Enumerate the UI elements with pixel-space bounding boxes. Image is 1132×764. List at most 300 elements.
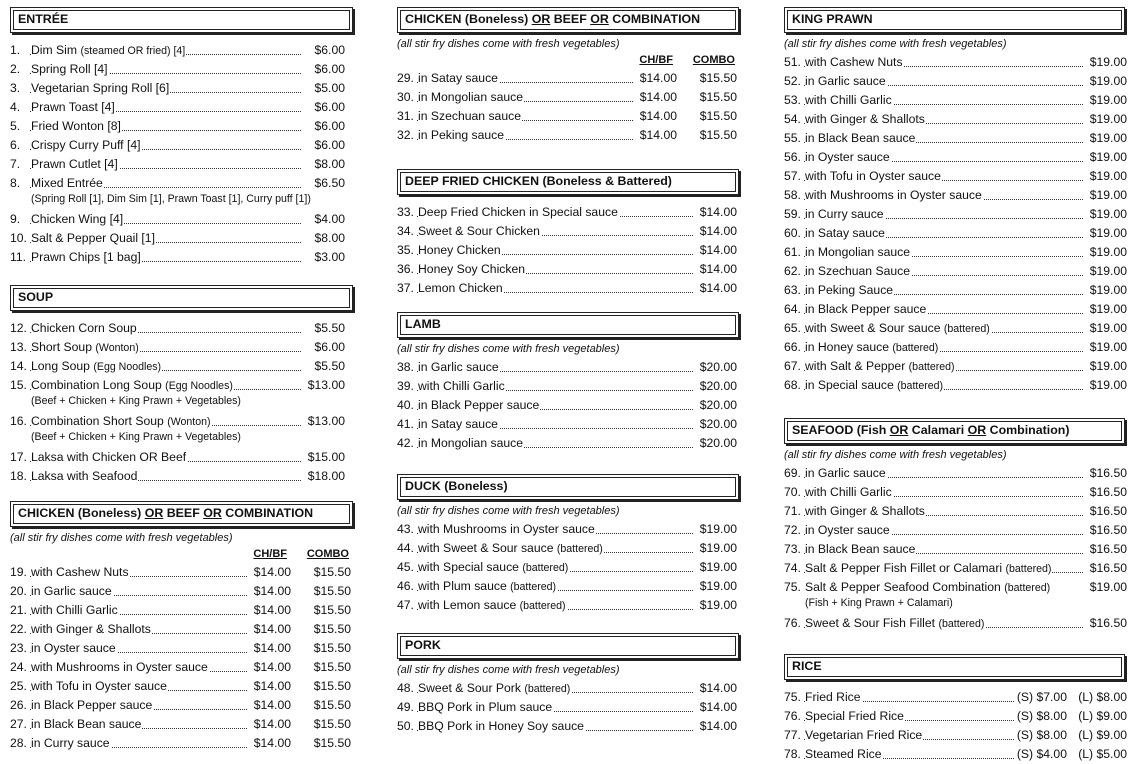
item-price: $6.00 xyxy=(315,338,346,357)
item-name xyxy=(31,250,142,264)
section-note: (all stir fry dishes come with fresh vegetables) xyxy=(397,343,620,355)
menu-section xyxy=(10,285,355,486)
item-name-text: in Curry sauce xyxy=(805,207,884,221)
item-name xyxy=(805,580,1051,594)
item-name xyxy=(805,321,991,335)
chbf-header: CH/BF xyxy=(639,54,673,66)
price-chbf: $14.00 xyxy=(254,620,291,639)
item-number: 74. xyxy=(784,561,801,575)
item-price: $19.00 xyxy=(1090,578,1127,597)
item-price: $19.00 xyxy=(1090,110,1127,129)
chbf-header: CH/BF xyxy=(253,548,287,560)
menu-item xyxy=(10,582,355,601)
item-name xyxy=(418,579,557,593)
item-price: $20.00 xyxy=(700,434,737,453)
item-name-text: in Black Bean sauce xyxy=(805,542,916,556)
item-number: 38. xyxy=(397,360,414,374)
item-number: 15. xyxy=(10,378,27,392)
item-name-text: with Lemon sauce xyxy=(418,598,520,612)
section-header xyxy=(397,474,739,500)
item-name-text: in Mongolian sauce xyxy=(418,90,524,104)
item-price: $19.00 xyxy=(700,558,737,577)
item-name xyxy=(418,398,540,412)
item-name xyxy=(31,603,119,617)
item-name-text: in Honey sauce xyxy=(805,340,893,354)
item-detail: (battered) xyxy=(510,581,557,593)
item-number: 76. xyxy=(784,616,801,630)
menu-item xyxy=(10,734,355,753)
item-number: 3. xyxy=(10,81,21,95)
item-price: $19.00 xyxy=(700,596,737,615)
item-price: $8.00 xyxy=(315,155,346,174)
item-name xyxy=(31,359,162,373)
section-title: SOUP xyxy=(18,290,54,304)
item-name-text: in Black Pepper sauce xyxy=(418,398,540,412)
item-number: 1. xyxy=(10,43,21,57)
item-name xyxy=(31,176,104,190)
menu-item xyxy=(397,279,741,298)
item-name-text: in Garlic sauce xyxy=(418,360,499,374)
menu-item xyxy=(397,434,741,453)
price-combo: $15.50 xyxy=(700,69,737,88)
item-name xyxy=(31,641,117,655)
menu-item xyxy=(397,717,741,736)
item-price: $19.00 xyxy=(1090,186,1127,205)
item-price: $14.00 xyxy=(700,698,737,717)
price-combo: $15.50 xyxy=(314,563,351,582)
item-name xyxy=(418,128,505,142)
item-name xyxy=(805,207,885,221)
price-large: (L) $8.00 xyxy=(1078,688,1127,707)
item-number: 34. xyxy=(397,224,414,238)
menu-section xyxy=(397,169,741,298)
section-title: LAMB xyxy=(405,317,441,331)
menu-item xyxy=(784,300,1127,319)
item-number: 58. xyxy=(784,188,801,202)
price-small: (S) $7.00 xyxy=(1017,688,1067,707)
item-name-text: in Satay sauce xyxy=(418,417,498,431)
item-name xyxy=(805,226,886,240)
item-price: $15.00 xyxy=(308,448,345,467)
section-note: (all stir fry dishes come with fresh vegetables) xyxy=(10,532,233,544)
item-number: 24. xyxy=(10,660,27,674)
item-number: 6. xyxy=(10,138,21,152)
menu-item xyxy=(784,540,1127,559)
item-detail: (steamed OR fried) [4] xyxy=(80,45,186,57)
item-name-text: BBQ Pork in Honey Soy sauce xyxy=(418,719,584,733)
price-chbf: $14.00 xyxy=(640,126,677,145)
item-name xyxy=(805,150,891,164)
menu-item xyxy=(784,72,1127,91)
item-name xyxy=(805,302,927,316)
item-name-text: Crispy Curry Puff [4] xyxy=(31,138,141,152)
item-number: 55. xyxy=(784,131,801,145)
menu-item xyxy=(784,745,1127,764)
item-name-text: Long Soup xyxy=(31,359,94,373)
item-number: 46. xyxy=(397,579,414,593)
item-price: $14.00 xyxy=(700,222,737,241)
item-number: 63. xyxy=(784,283,801,297)
item-number: 60. xyxy=(784,226,801,240)
item-number: 75. xyxy=(784,580,801,594)
price-chbf: $14.00 xyxy=(254,677,291,696)
item-name-text: with Salt & Pepper xyxy=(805,359,909,373)
item-name xyxy=(805,131,916,145)
item-number: 7. xyxy=(10,157,21,171)
item-price: $14.00 xyxy=(700,279,737,298)
menu-item xyxy=(10,620,355,639)
item-price: $6.00 xyxy=(315,60,346,79)
item-number: 37. xyxy=(397,281,414,295)
item-name xyxy=(805,690,862,704)
item-name-text: Sweet & Sour Chicken xyxy=(418,224,540,238)
item-price: $5.00 xyxy=(315,79,346,98)
item-number: 64. xyxy=(784,302,801,316)
item-number: 22. xyxy=(10,622,27,636)
item-number: 40. xyxy=(397,398,414,412)
item-number: 39. xyxy=(397,379,414,393)
menu-item xyxy=(10,174,355,210)
item-name-text: Sweet & Sour Pork xyxy=(418,681,525,695)
item-name xyxy=(31,622,152,636)
item-price: $19.00 xyxy=(1090,281,1127,300)
item-price: $16.50 xyxy=(1090,521,1127,540)
item-name-text: with Mushrooms in Oyster sauce xyxy=(31,660,208,674)
item-price: $19.00 xyxy=(1090,243,1127,262)
item-name xyxy=(418,243,502,257)
menu-item xyxy=(10,338,355,357)
menu-item xyxy=(784,483,1127,502)
item-name xyxy=(805,169,942,183)
item-name xyxy=(805,93,893,107)
item-number: 13. xyxy=(10,340,27,354)
item-number: 68. xyxy=(784,378,801,392)
menu-section xyxy=(397,474,741,615)
item-name xyxy=(31,679,168,693)
item-detail: (battered) xyxy=(892,342,939,354)
section-note: (all stir fry dishes come with fresh vegetables) xyxy=(784,38,1007,50)
section-title: CHICKEN (Boneless) OR BEEF OR COMBINATION xyxy=(18,506,314,520)
item-name-text: Fried Wonton [8] xyxy=(31,119,121,133)
item-name xyxy=(31,469,138,483)
menu-item xyxy=(784,726,1127,745)
item-number: 8. xyxy=(10,176,21,190)
item-price: $19.00 xyxy=(700,539,737,558)
item-price: $3.00 xyxy=(315,248,346,267)
item-name-text: with Plum sauce xyxy=(418,579,511,593)
item-name-text: with Chilli Garlic xyxy=(31,603,118,617)
item-name-text: Prawn Chips [1 bag] xyxy=(31,250,141,264)
menu-item xyxy=(397,596,741,615)
price-combo: $15.50 xyxy=(314,639,351,658)
menu-item xyxy=(397,241,741,260)
item-name-text: with Ginger & Shallots xyxy=(31,622,151,636)
item-name xyxy=(31,717,142,731)
item-name xyxy=(31,119,122,133)
item-name-text: in Szechuan sauce xyxy=(418,109,521,123)
item-number: 20. xyxy=(10,584,27,598)
menu-section xyxy=(784,654,1127,764)
item-name-text: with Chilli Garlic xyxy=(805,485,892,499)
menu-item xyxy=(397,358,741,377)
price-chbf: $14.00 xyxy=(254,639,291,658)
item-name-text: Honey Chicken xyxy=(418,243,501,257)
item-name-text: Sweet & Sour Fish Fillet xyxy=(805,616,939,630)
item-name-text: Chicken Wing [4] xyxy=(31,212,124,226)
item-name-text: with Tofu in Oyster sauce xyxy=(805,169,941,183)
menu-item xyxy=(10,319,355,338)
menu-item xyxy=(397,377,741,396)
item-name xyxy=(805,709,905,723)
item-number: 59. xyxy=(784,207,801,221)
item-name-text: Honey Soy Chicken xyxy=(418,262,526,276)
menu-item xyxy=(10,229,355,248)
menu-item xyxy=(784,502,1127,521)
item-price: $19.00 xyxy=(1090,376,1127,395)
item-price: $19.00 xyxy=(1090,338,1127,357)
item-price: $18.00 xyxy=(308,467,345,486)
item-price: $19.00 xyxy=(1090,148,1127,167)
price-chbf: $14.00 xyxy=(254,563,291,582)
item-number: 32. xyxy=(397,128,414,142)
item-name-text: Steamed Rice xyxy=(805,747,882,761)
item-name-text: in Garlic sauce xyxy=(805,466,886,480)
item-number: 27. xyxy=(10,717,27,731)
item-name xyxy=(418,700,553,714)
item-subtext: (Beef + Chicken + King Prawn + Vegetables) xyxy=(31,431,241,443)
item-number: 43. xyxy=(397,522,414,536)
item-price: $6.00 xyxy=(315,98,346,117)
item-price: $16.50 xyxy=(1090,559,1127,578)
item-name xyxy=(31,378,234,392)
item-detail: (Wonton) xyxy=(95,342,139,354)
item-name xyxy=(418,379,506,393)
item-number: 14. xyxy=(10,359,27,373)
menu-item xyxy=(397,88,741,107)
menu-section xyxy=(784,418,1127,633)
item-name xyxy=(418,205,619,219)
section-note: (all stir fry dishes come with fresh vegetables) xyxy=(397,664,620,676)
item-name-text: Special Fried Rice xyxy=(805,709,904,723)
item-number: 51. xyxy=(784,55,801,69)
item-price: $19.00 xyxy=(1090,205,1127,224)
item-name-text: in Black Pepper sauce xyxy=(805,302,927,316)
section-title: PORK xyxy=(405,638,441,652)
item-price: $16.50 xyxy=(1090,540,1127,559)
item-number: 77. xyxy=(784,728,801,742)
item-detail: (battered) xyxy=(1004,582,1051,594)
item-name-text: in Curry sauce xyxy=(31,736,110,750)
section-header xyxy=(397,312,739,338)
menu-section xyxy=(10,501,355,753)
section-header xyxy=(397,7,739,33)
menu-section xyxy=(397,633,741,736)
menu-item xyxy=(397,222,741,241)
item-name-text: Deep Fried Chicken in Special sauce xyxy=(418,205,618,219)
menu-item xyxy=(10,412,355,448)
section-title: SEAFOOD (Fish OR Calamari OR Combination) xyxy=(792,423,1070,437)
menu-item xyxy=(397,539,741,558)
price-column-headers xyxy=(397,53,741,69)
item-number: 16. xyxy=(10,414,27,428)
item-number: 65. xyxy=(784,321,801,335)
item-price: $19.00 xyxy=(1090,357,1127,376)
menu-item xyxy=(784,110,1127,129)
item-number: 5. xyxy=(10,119,21,133)
menu-item xyxy=(397,698,741,717)
item-number: 50. xyxy=(397,719,414,733)
menu-section xyxy=(397,312,741,453)
price-large: (L) $9.00 xyxy=(1078,726,1127,745)
item-name-text: Vegetarian Spring Roll [6] xyxy=(31,81,170,95)
price-chbf: $14.00 xyxy=(254,696,291,715)
item-number: 53. xyxy=(784,93,801,107)
item-number: 9. xyxy=(10,212,21,226)
item-number: 21. xyxy=(10,603,27,617)
menu-item xyxy=(784,338,1127,357)
item-number: 61. xyxy=(784,245,801,259)
item-name xyxy=(418,436,524,450)
item-detail: (battered) xyxy=(524,683,571,695)
item-name xyxy=(31,698,153,712)
item-name-text: in Black Bean sauce xyxy=(805,131,916,145)
item-name xyxy=(805,504,926,518)
item-name-text: with Sweet & Sour sauce xyxy=(805,321,944,335)
item-name-text: Salt & Pepper Quail [1] xyxy=(31,231,155,245)
menu-item xyxy=(10,677,355,696)
menu-item xyxy=(397,415,741,434)
item-number: 10. xyxy=(10,231,27,245)
menu-item xyxy=(784,205,1127,224)
item-name-text: Vegetarian Fried Rice xyxy=(805,728,923,742)
item-name xyxy=(31,414,212,428)
item-number: 57. xyxy=(784,169,801,183)
item-number: 35. xyxy=(397,243,414,257)
price-chbf: $14.00 xyxy=(640,88,677,107)
item-price: $16.50 xyxy=(1090,502,1127,521)
item-number: 47. xyxy=(397,598,414,612)
price-column-headers xyxy=(10,547,355,563)
item-name-text: Prawn Toast [4] xyxy=(31,100,115,114)
price-chbf: $14.00 xyxy=(640,69,677,88)
item-price: $19.00 xyxy=(1090,262,1127,281)
item-name xyxy=(31,340,140,354)
item-detail: (battered) xyxy=(938,618,985,630)
menu-item xyxy=(784,319,1127,338)
item-price: $19.00 xyxy=(1090,319,1127,338)
item-detail: (battered) xyxy=(522,562,569,574)
menu-item xyxy=(397,558,741,577)
item-name-text: in Oyster sauce xyxy=(805,523,890,537)
item-number: 26. xyxy=(10,698,27,712)
item-number: 28. xyxy=(10,736,27,750)
item-name xyxy=(418,541,604,555)
item-name xyxy=(418,560,569,574)
item-number: 75. xyxy=(784,690,801,704)
item-price: $14.00 xyxy=(700,679,737,698)
item-detail: (Egg Noodles) xyxy=(93,361,162,373)
menu-item xyxy=(397,69,741,88)
item-name-text: in Mongolian sauce xyxy=(418,436,524,450)
item-name xyxy=(805,542,916,556)
section-header xyxy=(10,285,353,311)
item-detail: (Egg Noodles) xyxy=(165,380,233,392)
item-number: 4. xyxy=(10,100,21,114)
section-header xyxy=(397,169,739,195)
item-name-text: with Ginger & Shallots xyxy=(805,504,925,518)
item-price: $19.00 xyxy=(1090,72,1127,91)
item-price: $20.00 xyxy=(700,396,737,415)
item-name-text: in Szechuan Sauce xyxy=(805,264,911,278)
section-note: (all stir fry dishes come with fresh vegetables) xyxy=(397,38,620,50)
item-price: $19.00 xyxy=(1090,300,1127,319)
item-price: $19.00 xyxy=(700,577,737,596)
item-name-text: Lemon Chicken xyxy=(418,281,503,295)
menu-item xyxy=(10,79,355,98)
item-name xyxy=(31,231,156,245)
price-chbf: $14.00 xyxy=(254,582,291,601)
item-price: $14.00 xyxy=(700,717,737,736)
menu-item xyxy=(10,658,355,677)
item-price: $6.00 xyxy=(315,136,346,155)
price-chbf: $14.00 xyxy=(254,658,291,677)
item-name-text: in Peking Sauce xyxy=(805,283,894,297)
item-name xyxy=(418,360,500,374)
item-name xyxy=(31,584,113,598)
item-number: 29. xyxy=(397,71,414,85)
item-number: 2. xyxy=(10,62,21,76)
menu-item xyxy=(10,117,355,136)
item-name-text: with Mushrooms in Oyster sauce xyxy=(418,522,595,536)
item-name xyxy=(805,74,887,88)
item-name-text: Salt & Pepper Seafood Combination xyxy=(805,580,1005,594)
menu-item xyxy=(10,155,355,174)
menu-item xyxy=(397,203,741,222)
price-small: (S) $8.00 xyxy=(1017,726,1067,745)
menu-item xyxy=(784,521,1127,540)
item-name-text: in Special sauce xyxy=(805,378,898,392)
item-name-text: in Peking sauce xyxy=(418,128,505,142)
price-large: (L) $5.00 xyxy=(1078,745,1127,764)
menu-item xyxy=(784,167,1127,186)
section-header xyxy=(10,7,353,33)
item-number: 11. xyxy=(10,250,27,264)
combo-header: COMBO xyxy=(692,54,735,66)
menu-item xyxy=(784,53,1127,72)
price-combo: $15.50 xyxy=(314,658,351,677)
item-name xyxy=(31,736,111,750)
item-name xyxy=(31,43,186,57)
item-name xyxy=(805,728,923,742)
item-name xyxy=(805,466,887,480)
menu-item xyxy=(10,98,355,117)
item-price: $16.50 xyxy=(1090,614,1127,633)
item-number: 69. xyxy=(784,466,801,480)
item-name-text: in Oyster sauce xyxy=(805,150,890,164)
item-name-text: in Black Pepper sauce xyxy=(31,698,153,712)
section-note: (all stir fry dishes come with fresh vegetables) xyxy=(397,505,620,517)
menu-item xyxy=(784,614,1127,633)
menu-item xyxy=(10,639,355,658)
item-name-text: with Special sauce xyxy=(418,560,523,574)
item-name-text: with Chilli Garlic xyxy=(418,379,505,393)
price-combo: $15.50 xyxy=(314,601,351,620)
menu-item xyxy=(784,376,1127,395)
menu-item xyxy=(10,136,355,155)
item-name xyxy=(31,100,116,114)
item-name-text: with Sweet & Sour sauce xyxy=(418,541,557,555)
item-number: 31. xyxy=(397,109,414,123)
